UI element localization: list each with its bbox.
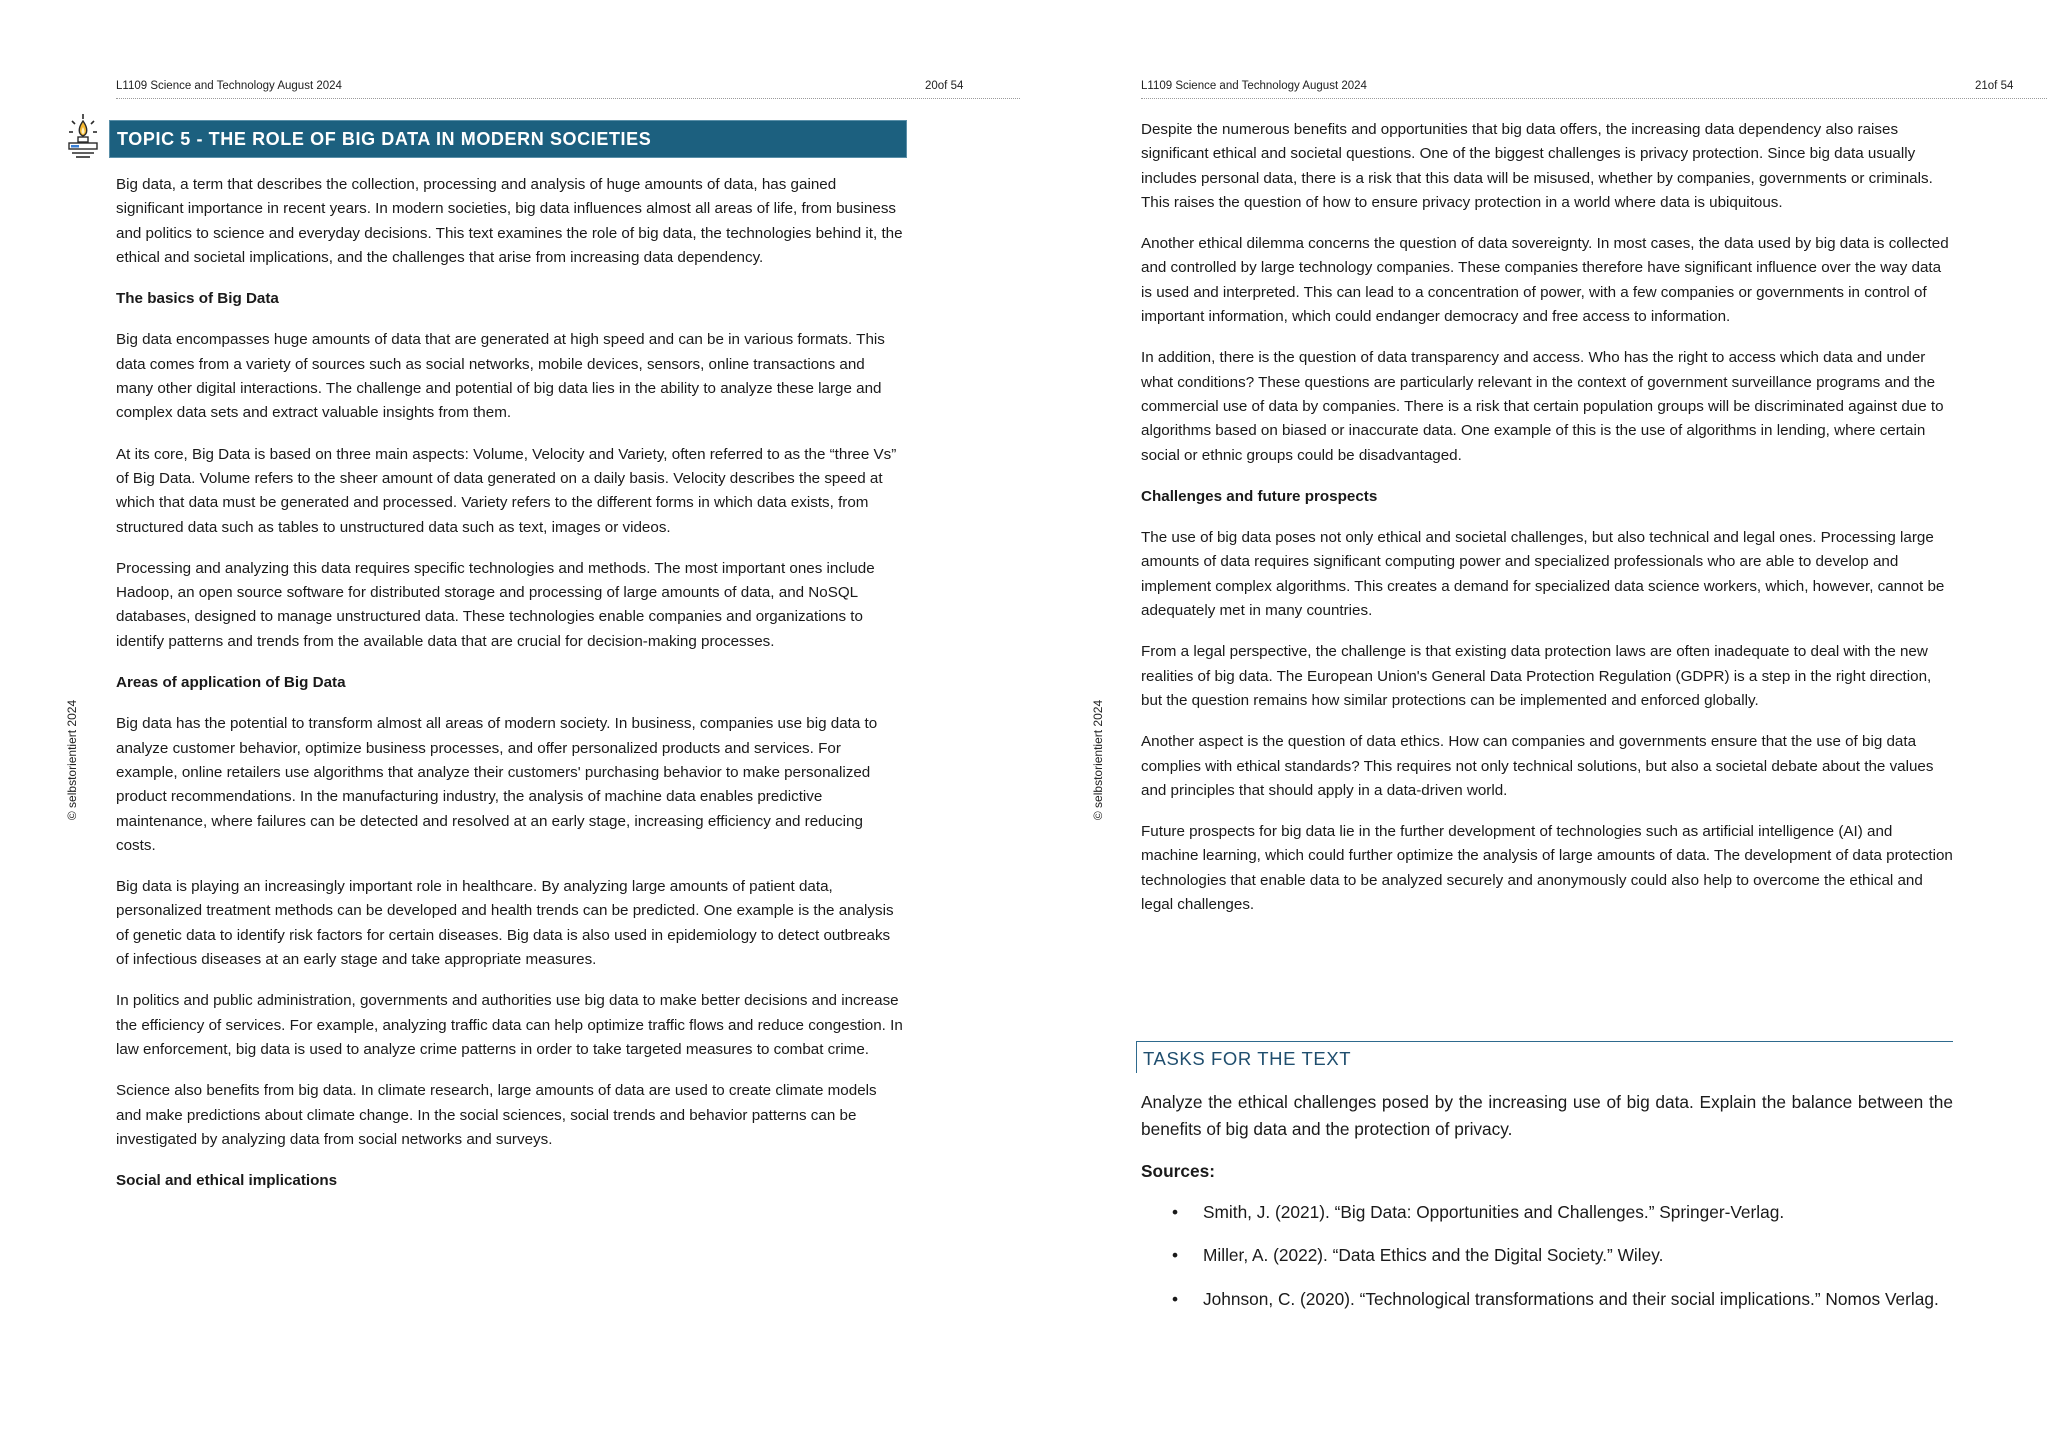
header-title: L1109 Science and Technology August 2024 (116, 80, 342, 92)
source-text: Miller, A. (2022). “Data Ethics and the Digital Society.” Wiley. (1203, 1245, 1664, 1265)
page-number: 21of 54 (1975, 80, 2014, 92)
page-20-body (116, 173, 906, 1210)
tasks-heading: TASKS FOR THE TEXT (1136, 1041, 1953, 1073)
paragraph: The use of big data poses not only ethical and societal challenges, but also technical and legal ones. Processing large amounts of data requires significant computing power and specialized professionals who are able to develop and implement complex algorithms. This creates a demand for specialized data science workers, which, however, cannot be adequately met in many countries. (1141, 529, 1945, 620)
source-text: Johnson, C. (2020). “Technological transformations and their social implications.” Nomos Verlag. (1203, 1288, 1939, 1309)
header-title: L1109 Science and Technology August 2024 (1141, 80, 1367, 92)
paragraph: In politics and public administration, governments and authorities use big data to make better decisions and increase the efficiency of services. For example, analyzing traffic data can help optimize traffic flows and reduce congestion. In law enforcement, big data is used to analyze crime patterns in order to take targeted measures to combat crime. (116, 992, 903, 1058)
bullet-icon: • (1172, 1201, 1179, 1222)
candle-lamp-icon (66, 113, 100, 159)
section-heading-basics: The basics of Big Data (116, 290, 279, 308)
paragraph: In addition, there is the question of data transparency and access. Who has the right to access which data and under what conditions? These questions are particularly relevant in the context of government surveillance programs and the commercial use of data by companies. There is a risk that certain population groups will be discriminated against due to algorithms based on biased or inaccurate data. One example of this is the use of algorithms in lending, where certain social or ethnic groups could be disadvantaged. (1141, 349, 1944, 464)
sources-list (1141, 1199, 1953, 1313)
source-item (1141, 1286, 1953, 1313)
source-text: Smith, J. (2021). “Big Data: Opportunities and Challenges.” Springer-Verlag. (1203, 1201, 1785, 1222)
paragraph: Despite the numerous benefits and opportunities that big data offers, the increasing data dependency also raises significant ethical and societal questions. One of the biggest challenges is privacy protection. Since big data usually includes personal data, there is a risk that this data will be misused, whether by companies, governments or criminals. This raises the question of how to ensure privacy protection in a world where data is ubiquitous. (1141, 121, 1933, 211)
page-21-body (1141, 118, 1953, 934)
task-instruction: Analyze the ethical challenges posed by the increasing use of big data. Explain the balance between the benefits of big data and the protection of privacy. (1141, 1092, 1953, 1139)
copyright-notice: © selbstorientiert 2024 (1091, 699, 1105, 821)
running-header (116, 80, 1020, 99)
paragraph: Another aspect is the question of data ethics. How can companies and governments ensure that the use of big data complies with ethical standards? This requires not only technical solutions, but also a societal debate about the values and principles that should apply in a data-driven world. (1141, 733, 1934, 799)
page-number: 20of 54 (925, 80, 964, 92)
paragraph: Future prospects for big data lie in the further development of technologies such as artificial intelligence (AI) and machine learning, which could further optimize the analysis of large amounts of data. The development of data protection technologies that enable data to be analyzed securely and anonymously could also help to overcome the ethical and legal challenges. (1141, 823, 1953, 914)
paragraph: Big data encompasses huge amounts of data that are generated at high speed and can be in various formats. This data comes from a variety of sources such as social networks, mobile devices, sensors, online transactions and many other digital interactions. The challenge and potential of big data lies in the ability to analyze these large and complex data sets and extract valuable insights from them. (116, 331, 885, 422)
sources-label: Sources: (1141, 1161, 1215, 1181)
bullet-icon: • (1172, 1245, 1179, 1265)
paragraph: At its core, Big Data is based on three main aspects: Volume, Velocity and Variety, often referred to as the “three Vs” of Big Data. Volume refers to the sheer amount of data generated on a daily basis. Velocity describes the speed at which that data must be generated and processed. Variety refers to the different forms in which data exists, from structured data such as tables to unstructured data such as text, images or videos. (116, 445, 897, 536)
paragraph-intro: Big data, a term that describes the collection, processing and analysis of huge amounts of data, has gained significant importance in recent years. In modern societies, big data influences almost all areas of life, from business and politics to science and everyday decisions. This text examines the role of big data, the technologies behind it, the ethical and societal implications, and the challenges that arise from increasing data dependency. (116, 176, 903, 266)
tasks-section (1141, 1089, 1953, 1329)
paragraph: Big data is playing an increasingly important role in healthcare. By analyzing large amounts of patient data, personalized treatment methods can be developed and health trends can be predicted. One example is the analysis of genetic data to identify risk factors for certain diseases. Big data is also used in epidemiology to detect outbreaks of infectious diseases at an early stage and take appropriate measures. (116, 878, 894, 969)
section-heading-implications: Social and ethical implications (116, 1172, 338, 1190)
paragraph: Another ethical dilemma concerns the question of data sovereignty. In most cases, the data used by big data is collected and controlled by large technology companies. These companies therefore have significant influence over the way data is used and interpreted. This can lead to a concentration of power, with a few companies or governments in control of important information, which could endanger democracy and free access to information. (1141, 235, 1949, 326)
paragraph: From a legal perspective, the challenge is that existing data protection laws are often inadequate to deal with the new realities of big data. The European Union's General Data Protection Regulation (GDPR) is a step in the right direction, but the question remains how similar protections can be implemented and enforced globally. (1141, 643, 1932, 709)
paragraph: Processing and analyzing this data requires specific technologies and methods. The most important ones include Hadoop, an open source software for distributed storage and processing of large amounts of data, and NoSQL databases, designed to manage unstructured data. These technologies enable companies and organizations to identify patterns and trends from the available data that are crucial for decision-making processes. (116, 559, 875, 650)
bullet-icon: • (1172, 1288, 1179, 1309)
paragraph: Big data has the potential to transform almost all areas of modern society. In business, companies use big data to analyze customer behavior, optimize business processes, and offer personalized products and services. For example, online retailers use algorithms that analyze their customers' purchasing behavior to make personalized product recommendations. In the manufacturing industry, the analysis of machine data enables predictive maintenance, where failures can be detected and resolved at an early stage, increasing efficiency and reducing costs. (116, 715, 878, 854)
source-item (1141, 1199, 1953, 1226)
section-heading-applications: Areas of application of Big Data (116, 674, 346, 692)
copyright-notice: © selbstorientiert 2024 (65, 699, 79, 821)
page-21 (1024, 0, 2048, 1449)
source-item (1141, 1242, 1953, 1269)
section-heading-challenges: Challenges and future prospects (1141, 487, 1378, 505)
running-header (1141, 80, 2048, 99)
paragraph: Science also benefits from big data. In climate research, large amounts of data are used to create climate models and make predictions about climate change. In the social sciences, social trends and behavior patterns can be investigated by analyzing data from social networks and surveys. (116, 1082, 877, 1148)
topic-title-bar: TOPIC 5 - THE ROLE OF BIG DATA IN MODERN SOCIETIES (109, 120, 907, 158)
